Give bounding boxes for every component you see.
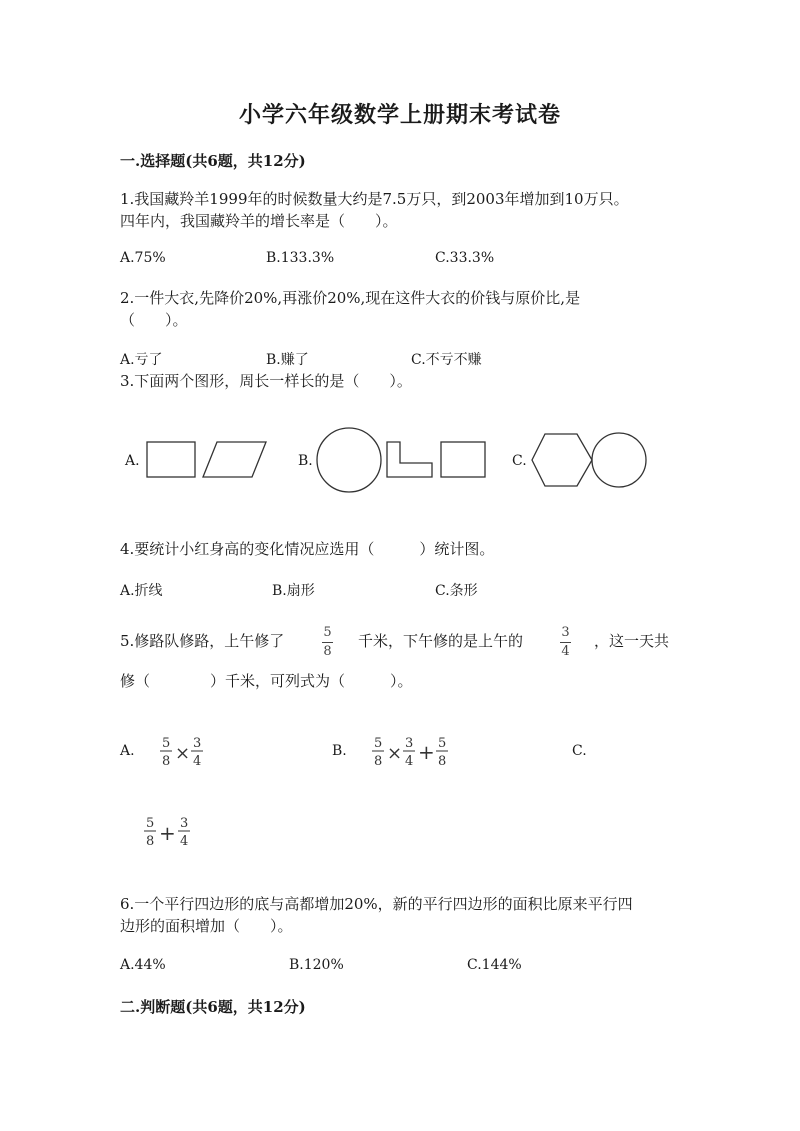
svg-text:4: 4: [405, 754, 414, 769]
q6-option-a: A.44%: [120, 957, 166, 973]
page-title: 小学六年级数学上册期末考试卷: [238, 102, 561, 128]
q5-option-b-expression: [370, 732, 460, 772]
svg-text:+: +: [418, 740, 435, 764]
q3-b-l-shape: [387, 442, 432, 477]
svg-text:5: 5: [374, 736, 383, 751]
svg-text:5: 5: [146, 816, 155, 831]
svg-text:+: +: [159, 821, 176, 845]
svg-text:×: ×: [175, 743, 191, 764]
q1-option-b: B.133.3%: [266, 250, 335, 266]
q3-a-rectangle: [147, 442, 195, 477]
section-1-heading: 一.选择题(共6题，共12分): [120, 152, 306, 170]
q2-option-c: C.不亏不赚: [411, 352, 482, 368]
q2-option-a: A.亏了: [120, 352, 163, 368]
q5-text-part1: 5.修路队修路，上午修了: [120, 632, 285, 650]
q1-text-line1: 1.我国藏羚羊1999年的时候数量大约是7.5万只，到2003年增加到10万只。: [120, 190, 629, 208]
q2-option-b: B.赚了: [266, 352, 309, 368]
svg-text:3: 3: [180, 816, 189, 831]
svg-text:8: 8: [374, 754, 383, 769]
q1-option-c: C.33.3%: [435, 250, 495, 266]
q3-figures: [0, 420, 800, 500]
svg-text:5: 5: [438, 736, 447, 751]
q3-c-circle: [592, 433, 646, 487]
q5-option-c-expression: [142, 812, 202, 852]
q5-label-c: C.: [572, 743, 587, 759]
q2-text-line2: （ ）。: [120, 311, 188, 329]
svg-text:3: 3: [405, 736, 414, 751]
svg-text:4: 4: [180, 834, 189, 849]
q6-text-line2: 边形的面积增加（ ）。: [120, 917, 293, 935]
q3-label-c: C.: [512, 453, 527, 469]
q1-option-a: A.75%: [120, 250, 166, 266]
svg-text:8: 8: [438, 754, 447, 769]
q1-text-line2: 四年内，我国藏羚羊的增长率是（ ）。: [120, 212, 398, 230]
svg-text:3: 3: [193, 736, 202, 751]
q3-text: 3.下面两个图形，周长一样长的是（ ）。: [120, 372, 412, 390]
svg-text:8: 8: [146, 834, 155, 849]
q6-text-line1: 6.一个平行四边形的底与高都增加20%，新的平行四边形的面积比原来平行四: [120, 895, 633, 913]
q5-text-part3: ，这一天共: [594, 632, 670, 650]
fraction-numerator: 5: [323, 625, 332, 640]
section-2-heading: 二.判断题(共6题，共12分): [120, 998, 306, 1016]
q4-text: 4.要统计小红身高的变化情况应选用（ ）统计图。: [120, 540, 495, 558]
q5-label-b: B.: [332, 743, 347, 759]
q5-label-a: A.: [120, 743, 135, 759]
svg-text:8: 8: [162, 754, 171, 769]
q3-c-hexagon: [532, 434, 592, 486]
fraction-denominator: 4: [561, 644, 570, 659]
q4-option-b: B.扇形: [272, 583, 315, 599]
q2-text-line1: 2.一件大衣,先降价20%,再涨价20%,现在这件大衣的价钱与原价比,是: [120, 289, 581, 307]
q3-a-parallelogram: [203, 442, 266, 477]
q3-label-a: A.: [125, 453, 140, 469]
q3-label-b: B.: [298, 453, 313, 469]
svg-text:4: 4: [193, 754, 202, 769]
q4-option-c: C.条形: [435, 583, 478, 599]
q6-option-b: B.120%: [289, 957, 344, 973]
q5-text-line2: 修（ ）千米，可列式为（ ）。: [120, 672, 413, 690]
fraction-numerator: 3: [561, 625, 570, 640]
q6-option-c: C.144%: [467, 957, 522, 973]
q4-option-a: A.折线: [120, 583, 163, 599]
svg-text:×: ×: [387, 743, 403, 764]
q5-option-a-expression: [158, 732, 218, 772]
fraction-denominator: 8: [323, 644, 332, 659]
svg-text:5: 5: [162, 736, 171, 751]
q3-b-circle: [317, 428, 381, 492]
q5-fraction-ratio: [560, 626, 571, 659]
q5-text-part2: 千米，下午修的是上午的: [358, 632, 524, 650]
q5-fraction-morning: [322, 626, 333, 659]
q3-b-square: [441, 442, 485, 477]
